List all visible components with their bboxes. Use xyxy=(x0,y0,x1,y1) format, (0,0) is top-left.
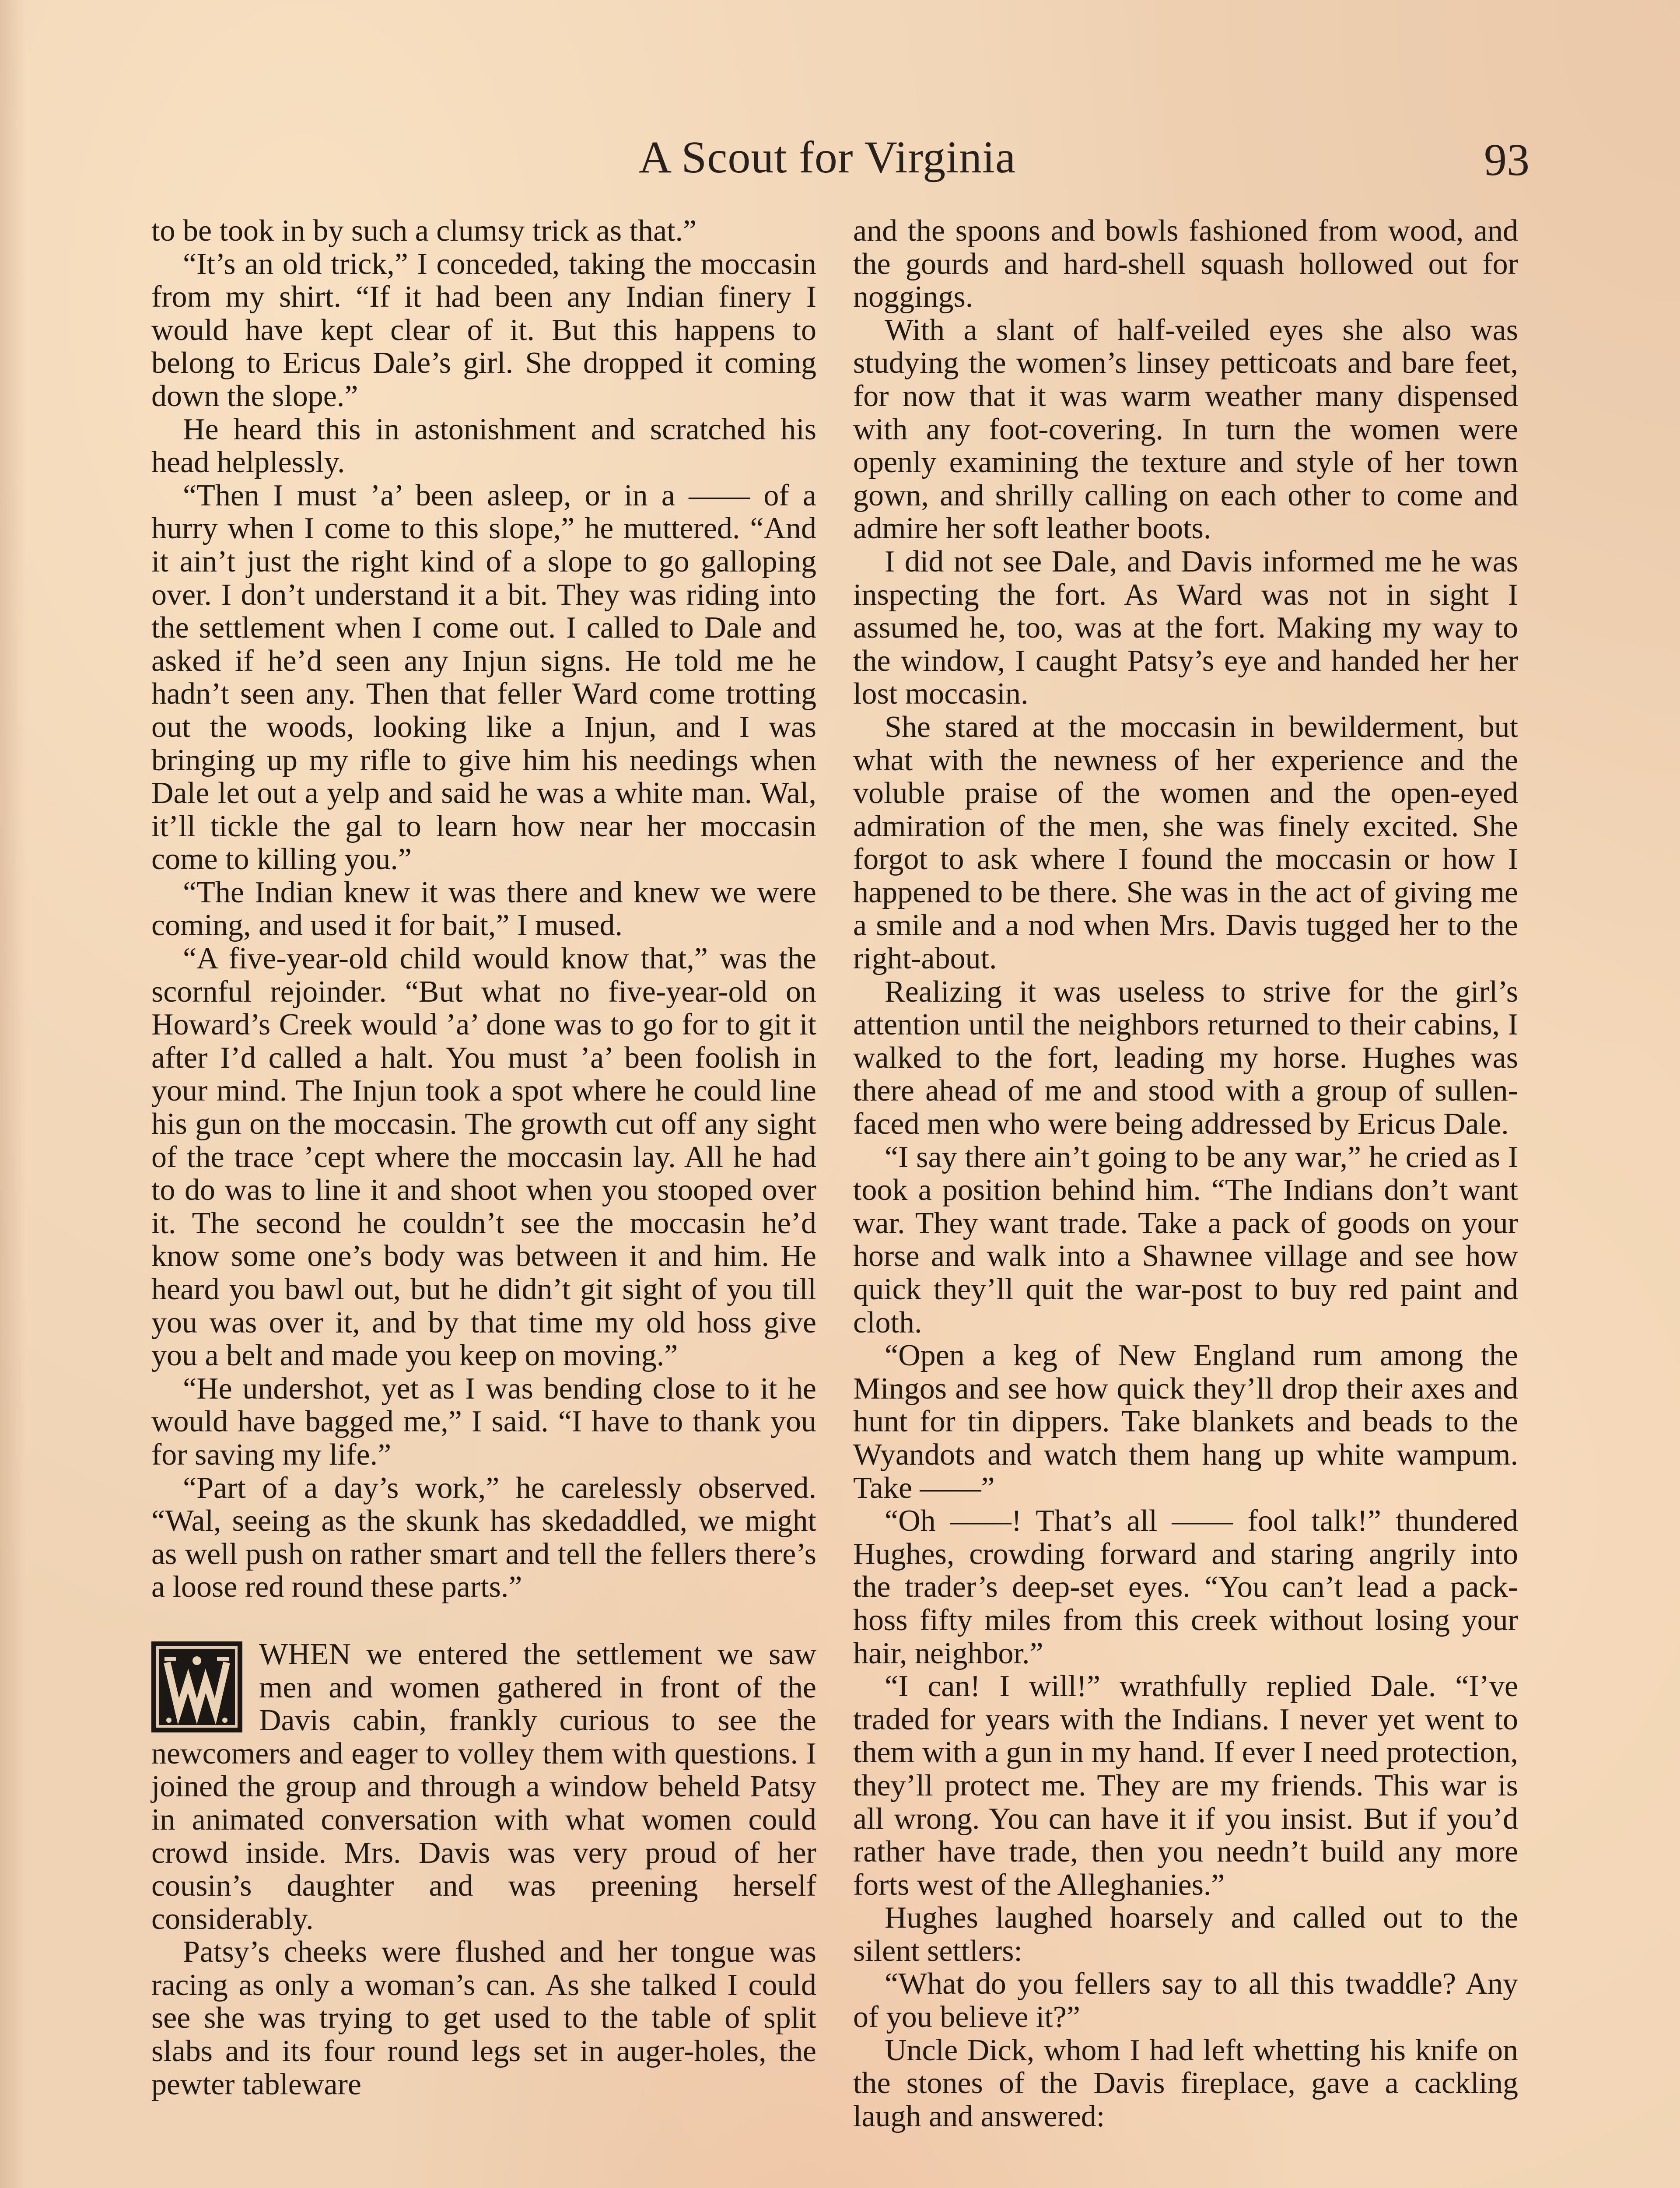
paragraph: Hughes laughed hoarsely and called out to the silent settlers: xyxy=(853,1901,1518,1968)
right-column xyxy=(853,214,1518,2133)
paragraph: “He undershot, yet as I was bending close to it he would have bagged me,” I said. “I have to thank you for saving my life.” xyxy=(151,1371,816,1472)
paragraph: “I say there ain’t going to be any war,” he cried as I took a position behind him. “The Indians don’t want war. They want trade. Take a pack of goods on your horse and walk into a Shawnee village and see how quick they’ll quit the war-post to buy red paint and cloth. xyxy=(853,1140,1518,1339)
paragraph: to be took in by such a clumsy trick as that.” xyxy=(151,214,697,248)
paragraph: “It’s an old trick,” I conceded, taking the moccasin from my shirt. “If it had been any Indian finery I would have kept clear of it. But this happens to belong to Ericus Dale’s girl. She dropped it coming down the slope.” xyxy=(151,247,816,413)
page-edge-shadow xyxy=(0,0,26,2188)
left-column xyxy=(151,214,816,2101)
section-break xyxy=(151,1604,816,1638)
paragraph: He heard this in astonishment and scratched his head helplessly. xyxy=(151,412,816,480)
paragraph: I did not see Dale, and Davis informed me he was inspecting the fort. As Ward was not in sight I assumed he, too, was at the fort. Making my way to the window, I caught Patsy’s eye and handed her her lost moccasin. xyxy=(853,544,1518,711)
paragraph: Patsy’s cheeks were flushed and her tongue was racing as only a woman’s can. As she talked I could see she was trying to get used to the table of split slabs and its four round legs set in auger-holes, the pewter tableware xyxy=(151,1935,816,2101)
paragraph: “Oh ——! That’s all —— fool talk!” thundered Hughes, crowding forward and staring angrily into the trader’s deep-set eyes. “You can’t lead a pack-hoss fifty miles from this creek without losing your hair, neighbor.” xyxy=(853,1504,1518,1670)
page-header xyxy=(0,125,1680,195)
page-number: 93 xyxy=(1484,135,1530,185)
paragraph: With a slant of half-veiled eyes she also was studying the women’s linsey petticoats and bare feet, for now that it was warm weather many dispensed with any foot-covering. In turn the women were openly examining the texture and style of her town gown, and shrilly calling on each other to come and admire her soft leather boots. xyxy=(853,313,1518,546)
paragraph: “The Indian knew it was there and knew we were coming, and used it for bait,” I mused. xyxy=(151,875,816,943)
section-opening xyxy=(151,1638,816,1936)
paragraph: She stared at the moccasin in bewilderment, but what with the newness of her experience and the voluble praise of the women and the open-eyed admiration of the men, she was finely excited. She forgot to ask where I found the moccasin or how I happened to be there. She was in the act of giving me a smile and a nod when Mrs. Davis tugged her to the right-about. xyxy=(853,710,1518,976)
paragraph: “A five-year-old child would know that,” was the scornful rejoinder. “But what no five-year-old on Howard’s Creek would ’a’ done was to go for to git it after I’d called a halt. You must ’a’ been foolish in your mind. The Injun took a spot where he could line his gun on the moccasin. The growth cut off any sight of the trace ’cept where the moccasin lay. All he had to do was to line it and shoot when you stooped over it. The second he couldn’t see the moccasin he’d know some one’s body was between it and him. He heard you bawl out, but he didn’t git sight of you till you was over it, and by that time my old hoss give you a belt and made you keep on moving.” xyxy=(151,942,816,1373)
paragraph: “Then I must ’a’ been asleep, or in a —— of a hurry when I come to this slope,” he muttered. “And it ain’t just the right kind of a slope to go galloping over. I don’t understand it a bit. They was riding into the settlement when I come out. I called to Dale and asked if he’d seen any Injun signs. He told me he hadn’t seen any. Then that feller Ward come trotting out the woods, looking like a Injun, and I was bringing up my rifle to give him his needings when Dale let out a yelp and said he was a white man. Wal, it’ll tickle the gal to learn how near her moccasin come to killing you.” xyxy=(151,478,816,877)
ornamental-dropcap-icon xyxy=(151,1641,242,1732)
paragraph: “I can! I will!” wrathfully replied Dale. “I’ve traded for years with the Indians. I never yet went to them with a gun in my hand. If ever I need protection, they’ll protect me. They are my friends. This war is all wrong. You can have it if you insist. But if you’d rather have trade, then you needn’t build any more forts west of the Alleghanies.” xyxy=(853,1669,1518,1902)
paragraph: “Part of a day’s work,” he carelessly observed. “Wal, seeing as the skunk has skedaddled, we might as well push on rather smart and tell the fellers there’s a loose red round these parts.” xyxy=(151,1471,816,1604)
running-title: A Scout for Virginia xyxy=(639,132,1016,182)
paragraph: “What do you fellers say to all this twaddle? Any of you believe it?” xyxy=(853,1967,1518,2034)
paragraph: Uncle Dick, whom I had left whetting his knife on the stones of the Davis fireplace, gave a cackling laugh and answered: xyxy=(853,2033,1518,2133)
paragraph: “Open a keg of New England rum among the Mingos and see how quick they’ll drop their axes and hunt for tin dippers. Take blankets and beads to the Wyandots and watch them hang up white wampum. Take ——” xyxy=(853,1339,1518,1505)
paragraph: Realizing it was useless to strive for the girl’s attention until the neighbors returned to their cabins, I walked to the fort, leading my horse. Hughes was there ahead of me and stood with a group of sullen-faced men who were being addressed by Ericus Dale. xyxy=(853,975,1518,1141)
paragraph: and the spoons and bowls fashioned from wood, and the gourds and hard-shell squash hollowed out for noggings. xyxy=(853,214,1518,314)
section-lead-paragraph: WHEN we entered the settlement we saw men and women gathered in front of the Davis cabin, frankly curious to see the newcomers and eager to volley them with questions. I joined the group and through a window beheld Patsy in animated conversation with what women could crowd inside. Mrs. Davis was very proud of her cousin’s daughter and was preening herself considerably. xyxy=(151,1637,816,1936)
